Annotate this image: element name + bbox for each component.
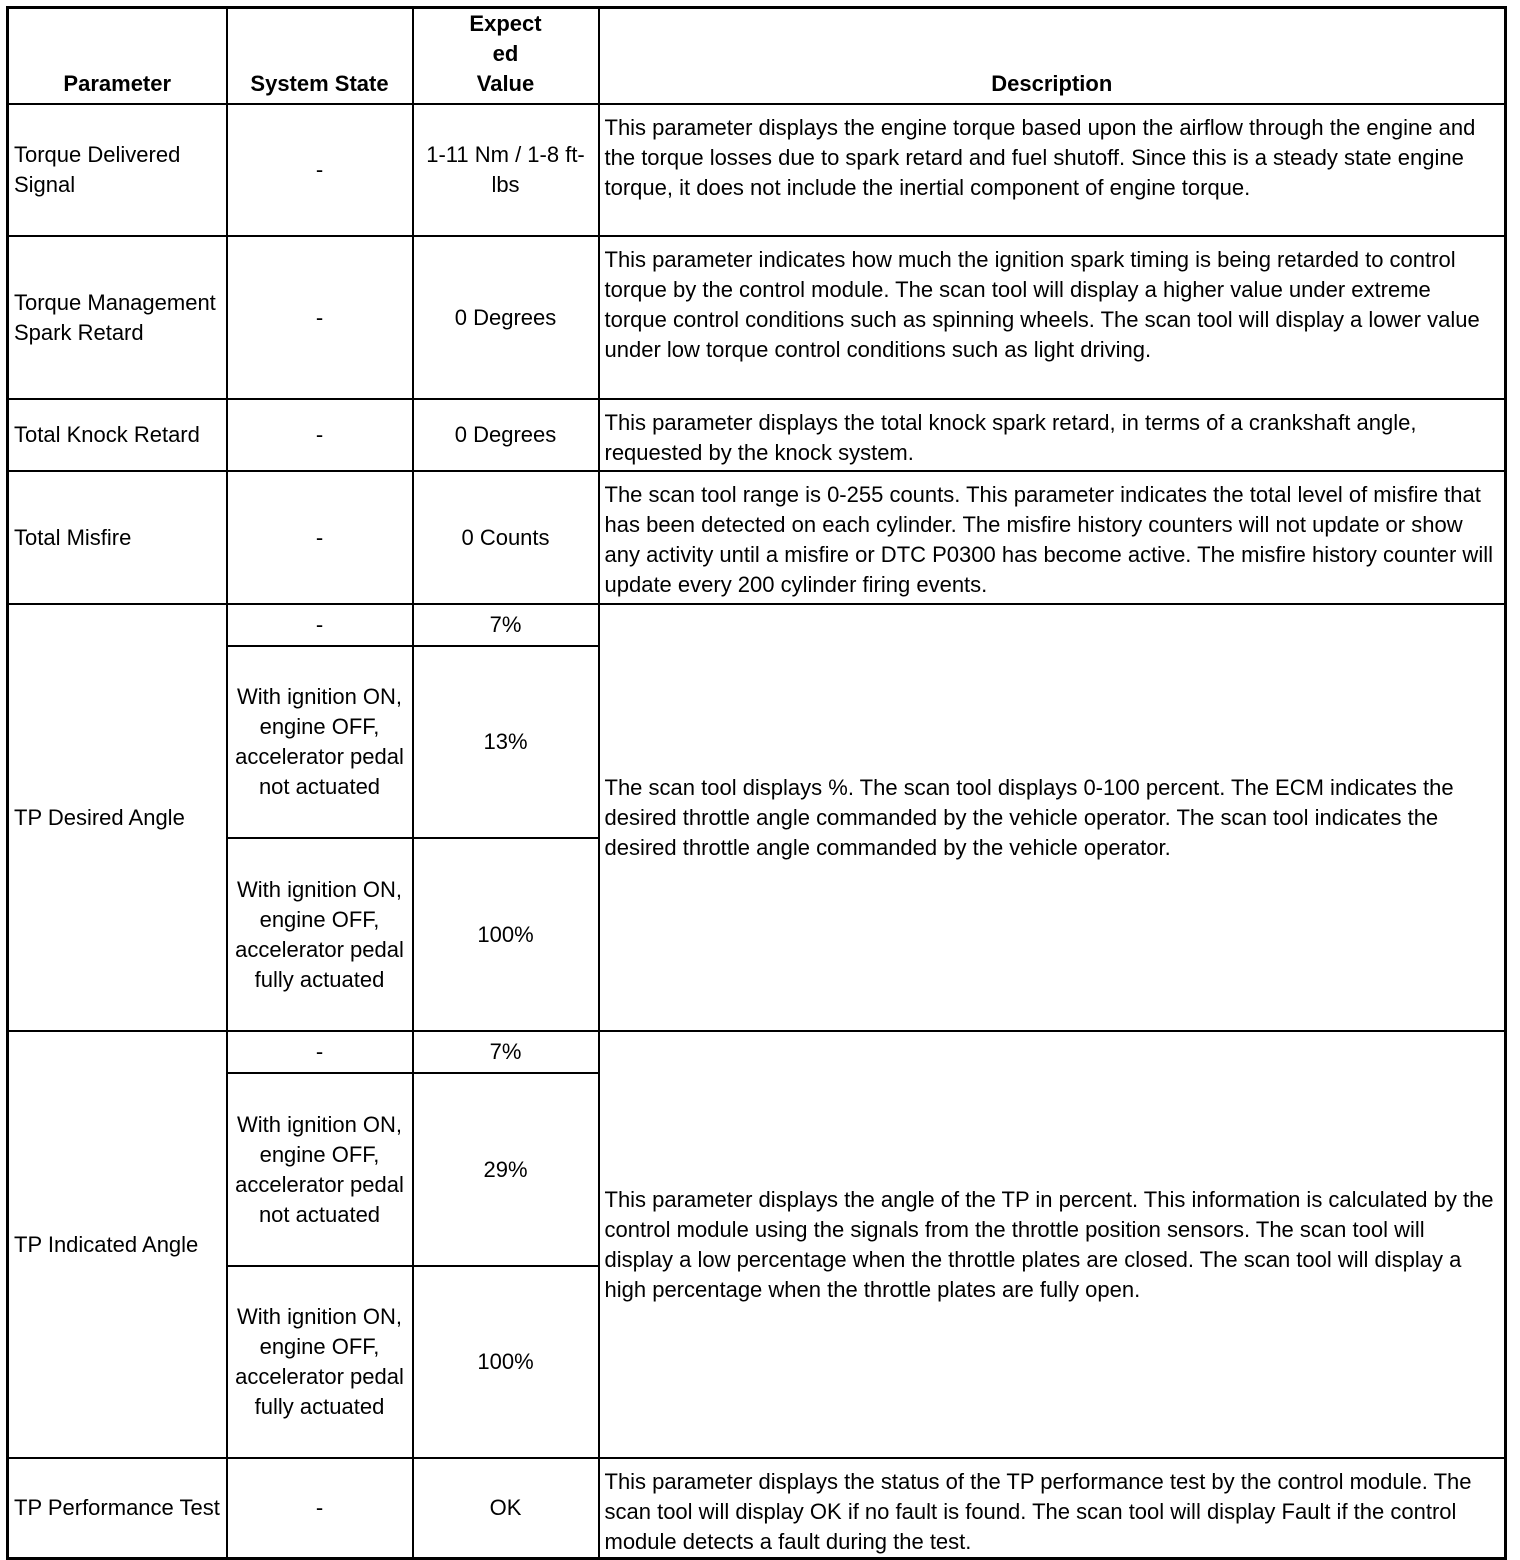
state-cell: - <box>227 604 413 646</box>
value-cell: 100% <box>413 1266 599 1458</box>
state-cell: - <box>227 1458 413 1559</box>
header-expected-value: Expected Value <box>413 8 599 105</box>
state-cell: - <box>227 399 413 471</box>
table-row <box>8 1031 1506 1073</box>
value-cell: OK <box>413 1458 599 1559</box>
header-system-state: System State <box>227 8 413 105</box>
parameter-cell: Total Knock Retard <box>8 399 227 471</box>
description-cell: The scan tool range is 0-255 counts. This parameter indicates the total level of misfire that has been detected on each cylinder. The misfire history counters will not update or show any activity until a misfire or DTC P0300 has become active. The misfire history counter will update every 200 cylinder firing events. <box>599 471 1506 604</box>
parameter-cell: TP Desired Angle <box>8 604 227 1031</box>
table-row <box>8 236 1506 399</box>
state-cell: - <box>227 1031 413 1073</box>
table-row <box>8 399 1506 471</box>
state-cell: With ignition ON, engine OFF, accelerator pedal not actuated <box>227 646 413 838</box>
parameter-cell: TP Performance Test <box>8 1458 227 1559</box>
table-row <box>8 471 1506 604</box>
parameter-cell: Total Misfire <box>8 471 227 604</box>
parameter-cell: TP Indicated Angle <box>8 1031 227 1458</box>
value-cell: 0 Degrees <box>413 399 599 471</box>
description-cell: This parameter displays the status of the TP performance test by the control module. The scan tool will display OK if no fault is found. The scan tool will display Fault if the control module detects a fault during the test. <box>599 1458 1506 1559</box>
value-cell: 29% <box>413 1073 599 1266</box>
header-row <box>8 8 1506 105</box>
description-cell: This parameter displays the engine torque based upon the airflow through the engine and the torque losses due to spark retard and fuel shutoff. Since this is a steady state engine torque, it does not include the inertial component of engine torque. <box>599 104 1506 236</box>
parameter-table <box>6 6 1507 1560</box>
state-cell: - <box>227 471 413 604</box>
value-cell: 13% <box>413 646 599 838</box>
state-cell: - <box>227 104 413 236</box>
state-cell: With ignition ON, engine OFF, accelerator pedal fully actuated <box>227 1266 413 1458</box>
state-cell: With ignition ON, engine OFF, accelerator pedal fully actuated <box>227 838 413 1031</box>
description-cell: The scan tool displays %. The scan tool displays 0-100 percent. The ECM indicates the desired throttle angle commanded by the vehicle operator. The scan tool indicates the desired throttle angle commanded by the vehicle operator. <box>599 604 1506 1031</box>
value-cell: 100% <box>413 838 599 1031</box>
value-cell: 0 Degrees <box>413 236 599 399</box>
table-row <box>8 604 1506 646</box>
parameter-cell: Torque Delivered Signal <box>8 104 227 236</box>
value-cell: 7% <box>413 604 599 646</box>
value-cell: 7% <box>413 1031 599 1073</box>
table-row <box>8 1458 1506 1559</box>
header-description: Description <box>599 8 1506 105</box>
parameter-cell: Torque Management Spark Retard <box>8 236 227 399</box>
state-cell: With ignition ON, engine OFF, accelerator pedal not actuated <box>227 1073 413 1266</box>
header-parameter: Parameter <box>8 8 227 105</box>
state-cell: - <box>227 236 413 399</box>
table-row <box>8 104 1506 236</box>
description-cell: This parameter indicates how much the ignition spark timing is being retarded to control torque by the control module. The scan tool will display a higher value under extreme torque control conditions such as spinning wheels. The scan tool will display a lower value under low torque control conditions such as light driving. <box>599 236 1506 399</box>
value-cell: 0 Counts <box>413 471 599 604</box>
value-cell: 1-11 Nm / 1-8 ft-lbs <box>413 104 599 236</box>
description-cell: This parameter displays the total knock spark retard, in terms of a crankshaft angle, requested by the knock system. <box>599 399 1506 471</box>
description-cell: This parameter displays the angle of the TP in percent. This information is calculated by the control module using the signals from the throttle position sensors. The scan tool will display a low percentage when the throttle plates are closed. The scan tool will display a high percentage when the throttle plates are fully open. <box>599 1031 1506 1458</box>
